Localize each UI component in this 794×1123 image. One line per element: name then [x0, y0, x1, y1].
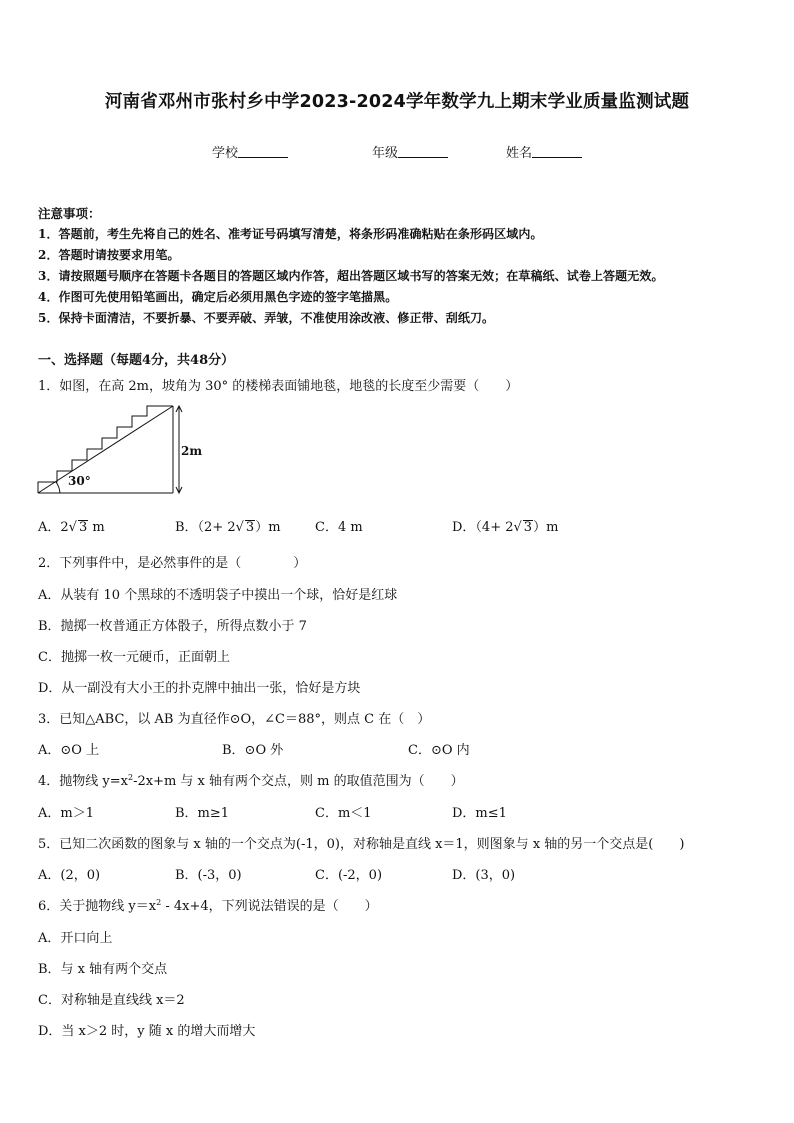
- grade-blank: [398, 145, 448, 158]
- note-item: 5．保持卡面清洁，不要折暴、不要弄破、弄皱，不准使用涂改液、修正带、刮纸刀。: [38, 311, 495, 325]
- height-label: 2m: [181, 444, 203, 458]
- q3-option-c: C．⊙O 内: [408, 743, 470, 758]
- q6-stem-pre: 6．关于抛物线 y＝x: [38, 899, 157, 914]
- q1-a-radicand: 3: [78, 520, 88, 535]
- q1-d-suffix: ）m: [533, 520, 559, 535]
- note-item: 3．请按照题号顺序在答题卡各题目的答题区域内作答，超出答题区域书写的答案无效；在草稿纸、试卷上答题无效。: [38, 269, 664, 283]
- q2-option-a: A．从装有 10 个黑球的不透明袋子中摸出一个球，恰好是红球: [38, 588, 398, 603]
- q4-stem-post: -2x+m 与 x 轴有两个交点，则 m 的取值范围为（ ）: [133, 774, 464, 789]
- q4-stem-pre: 4．抛物线 y=x: [38, 774, 128, 789]
- q6-option-b: B．与 x 轴有两个交点: [38, 962, 168, 977]
- q4-option-d: D．m≤1: [452, 806, 507, 821]
- school-label: 学校: [212, 146, 239, 161]
- sqrt-icon: √: [235, 520, 244, 535]
- q5-option-c: C．(-2，0): [315, 868, 383, 883]
- q1-b-radicand: 3: [245, 520, 255, 535]
- notes-heading: 注意事项：: [38, 206, 101, 221]
- q6-option-d: D．当 x＞2 时，y 随 x 的增大而增大: [38, 1024, 256, 1039]
- q3-option-b: B．⊙O 外: [222, 743, 284, 758]
- exam-title: 河南省邓州市张村乡中学2023-2024学年数学九上期末学业质量监测试题: [104, 92, 690, 112]
- q2-option-b: B．抛掷一枚普通正方体骰子，所得点数小于 7: [38, 619, 307, 634]
- q1-option-c: C．4 m: [315, 520, 363, 535]
- q1-option-a: [38, 516, 105, 535]
- q4-option-c: C．m＜1: [315, 806, 372, 821]
- q4-option-a: A．m＞1: [38, 806, 94, 821]
- section-heading: 一、选择题（每题4分，共48分）: [38, 353, 235, 368]
- sqrt-icon: √: [513, 520, 522, 535]
- staircase-figure: [36, 398, 206, 498]
- grade-field: [372, 142, 448, 161]
- q1-a-prefix: A．2: [38, 520, 69, 535]
- school-blank: [238, 145, 288, 158]
- q1-a-suffix: m: [92, 520, 105, 535]
- q4-option-b: B．m≥1: [175, 806, 230, 821]
- q4-exponent: 2: [127, 773, 134, 782]
- q6-stem: [38, 895, 378, 914]
- q1-option-b: [175, 516, 281, 535]
- q1-b-suffix: ）m: [255, 520, 281, 535]
- q5-option-a: A．(2，0): [38, 868, 101, 883]
- school-field: [212, 142, 288, 161]
- name-blank: [532, 145, 582, 158]
- q6-exponent: 2: [156, 898, 162, 907]
- q6-option-c: C．对称轴是直线线 x＝2: [38, 993, 185, 1008]
- sqrt-icon: √: [68, 520, 77, 535]
- q3-stem: 3．已知△ABC，以 AB 为直径作⊙O，∠C＝88°，则点 C 在（ ）: [38, 712, 431, 727]
- q2-option-d: D．从一副没有大小王的扑克牌中抽出一张，恰好是方块: [38, 681, 361, 696]
- q4-stem: [38, 770, 464, 789]
- q5-option-b: B．(-3，0): [175, 868, 242, 883]
- note-item: 1．答题前，考生先将自己的姓名、准考证号码填写清楚，将条形码准确粘贴在条形码区域内。: [38, 227, 543, 241]
- q5-stem: 5．已知二次函数的图象与 x 轴的一个交点为(-1，0)，对称轴是直线 x＝1，则图象与 x 轴的另一个交点是( ): [38, 837, 685, 852]
- angle-label: 30°: [68, 474, 91, 488]
- q1-stem: 1．如图，在高 2m，坡角为 30° 的楼梯表面铺地毯，地毯的长度至少需要（ ）: [38, 379, 519, 394]
- q3-option-a: A．⊙O 上: [38, 743, 100, 758]
- note-item: 4．作图可先使用铅笔画出，确定后必须用黑色字迹的签字笔描黑。: [38, 290, 398, 304]
- q1-option-d: [452, 516, 558, 535]
- note-item: 2．答题时请按要求用笔。: [38, 248, 180, 262]
- q2-stem: 2．下列事件中，是必然事件的是（ ）: [38, 556, 307, 571]
- grade-label: 年级: [372, 146, 399, 161]
- q6-option-a: A．开口向上: [38, 931, 113, 946]
- name-label: 姓名: [506, 146, 533, 161]
- q1-d-radicand: 3: [523, 520, 533, 535]
- name-field: [506, 142, 582, 161]
- q6-stem-post: - 4x+4，下列说法错误的是（ ）: [161, 899, 378, 914]
- q1-d-prefix: D．（4+ 2: [452, 520, 514, 535]
- q5-option-d: D．(3，0): [452, 868, 516, 883]
- q2-option-c: C．抛掷一枚一元硬币，正面朝上: [38, 650, 230, 665]
- q1-b-prefix: B．（2+ 2: [175, 520, 236, 535]
